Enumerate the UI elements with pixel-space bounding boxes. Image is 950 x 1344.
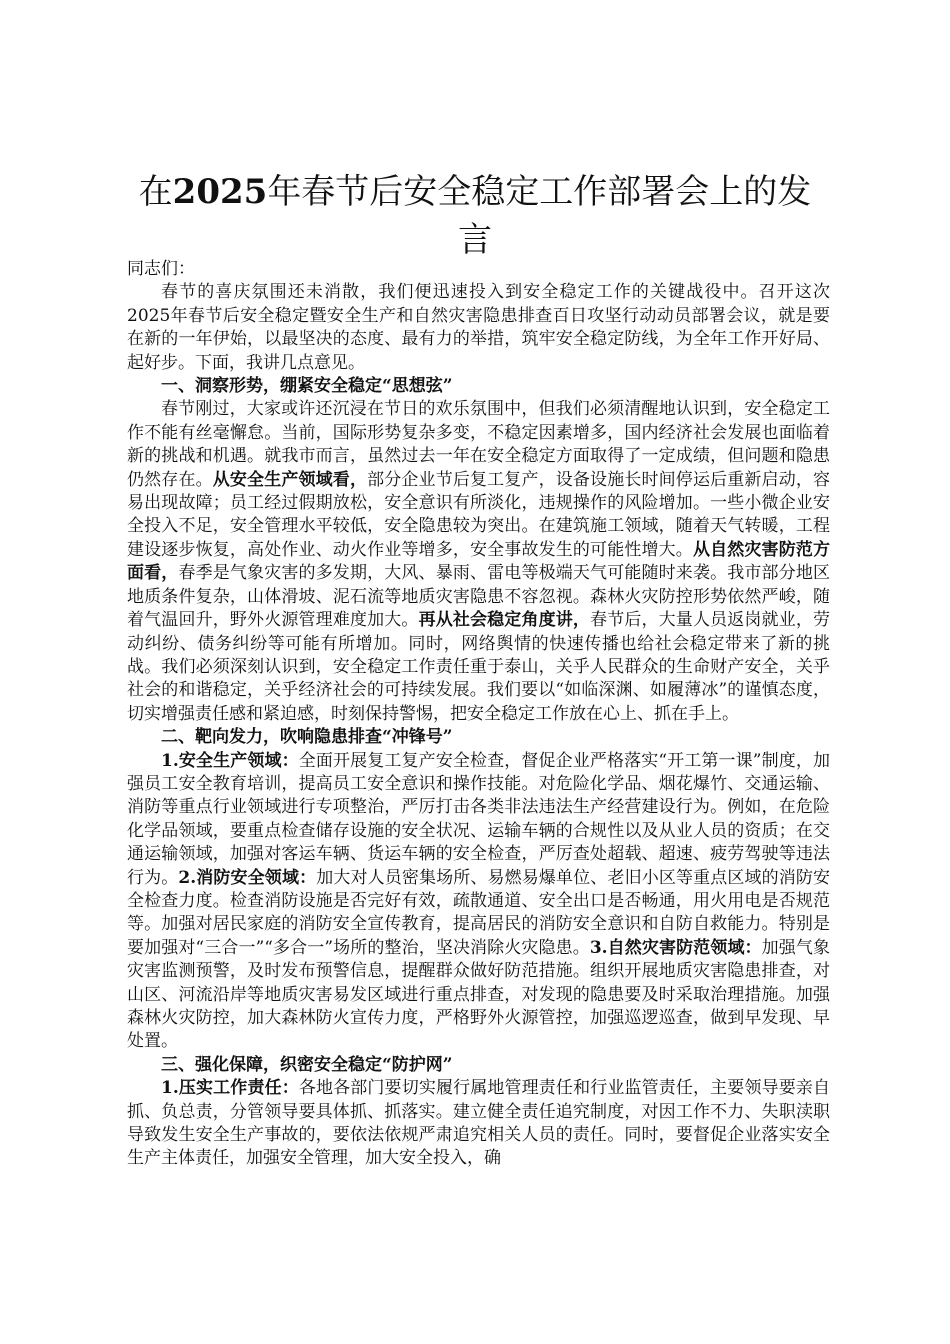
p2-item-3-text: 加强气象灾害监测预警，及时发布预警信息，提醒群众做好防范措施。组织开展地质灾害隐患排查，对山区、河流沿岸等地质灾害易发区域进行重点排查，对发现的隐患要及时采取治理措施。加强森林火灾防控，加大森林防火宣传力度，严格野外火源管控，加强巡逻巡查，做到早发现、早处置。: [127, 937, 830, 1052]
section-heading-2: 二、靶向发力，吹响隐患排查“冲锋号”: [161, 727, 453, 748]
title-year: 2025: [172, 172, 268, 212]
p2-item-1-text: 全面开展复工复产安全检查，督促企业严格落实“开工第一课”制度，加强员工安全教育培训，提高员工安全意识和操作技能。对危险化学品、烟花爆竹、交通运输、消防等重点行业领域进行专项整治，严厉打击各类非法违法生产经营建设行为。例如，在危险化学品领域，要重点检查储存设施的安全状况、运输车辆的合规性以及从业人员的资质；在交通运输领域，加强对客运车辆、货运车辆的安全检查，严厉查处超载、超速、疲劳驾驶等违法行为。: [127, 750, 830, 888]
p1-text-c: 部分企业节后复工复产，设备设施长时间停运后重新启动，容易出现故障；员工经过假期放松，安全意识有所淡化，违规操作的风险增加。一些小微企业安全投入不足，安全管理水平较低，安全隐患较为突出。在建筑施工领域，随着天气转暖，工程建设逐步恢复，高处作业、动火作业等增多，安全事故发生的可能性增大。: [127, 469, 831, 560]
document-body: [127, 258, 830, 1171]
p1-text-g: 春节后，大量人员返岗就业，劳动纠纷、债务纠纷等可能有所增加。同时，网络舆情的快速传播也给社会稳定带来了新的挑战。我们必须深刻认识到，安全稳定工作责任重于泰山，关乎人民群众的生命财产安全，关乎社会的和谐稳定，关乎经济社会的可持续发展。我们要以“如临深渊、如履薄冰”的谨慎态度，切实增强责任感和紧迫感，时刻保持警惕，把安全稳定工作放在心上、抓在手上。: [127, 610, 831, 724]
title-prefix: 在: [138, 172, 173, 212]
section-2-paragraph: [127, 750, 830, 1054]
p2-item-1-label: 1.安全生产领域：: [161, 750, 299, 771]
p2-item-2-text: 加大对人员密集场所、易燃易爆单位、老旧小区等重点区域的消防安全检查力度。检查消防设施是否完好有效，疏散通道、安全出口是否畅通，用火用电是否规范等。加强对居民家庭的消防安全宣传教育，提高居民的消防安全意识和自防自救能力。特别是要加强对“三合一”“多合一”场所的整治，坚决消除火灾隐患。: [127, 867, 831, 958]
document-title: [122, 168, 828, 264]
title-rest: 年春节后安全稳定工作部署会上的发言: [267, 172, 812, 260]
section-3-paragraph: [127, 1077, 830, 1171]
p2-item-3-label: 3.自然灾害防范领域：: [589, 937, 762, 958]
p3-item-1-label: 1.压实工作责任：: [161, 1078, 299, 1099]
p3-item-1-text: 各地各部门要切实履行属地管理责任和行业监管责任，主要领导要亲自抓、负总责，分管领导要具体抓、抓落实。建立健全责任追究制度，对因工作不力、失职渎职导致发生安全生产事故的，要依法依规严肃追究相关人员的责任。同时，要督促企业落实安全生产主体责任，加强安全管理，加大安全投入，确: [127, 1078, 831, 1169]
p1-text-e: 春季是气象灾害的多发期，大风、暴雨、雷电等极端天气可能随时来袭。我市部分地区地质条件复杂，山体滑坡、泥石流等地质灾害隐患不容忽视。森林火灾防控形势依然严峻，随着气温回升，野外火源管理难度加大。: [127, 563, 831, 631]
p1-text-a: 春节刚过，大家或许还沉浸在节日的欢乐氛围中，但我们必须清醒地认识到，安全稳定工作不能有丝毫懈怠。当前，国际形势复杂多变，不稳定因素增多，国内经济社会发展也面临着新的挑战和机遇。就我市而言，虽然过去一年在安全稳定方面取得了一定成绩，但问题和隐患仍然存在。: [127, 399, 830, 490]
intro-paragraph: 春节的喜庆氛围还未消散，我们便迅速投入到安全稳定工作的关键战役中。召开这次2025年春节后安全稳定暨安全生产和自然灾害隐患排查百日攻坚行动动员部署会议，就是要在新的一年伊始，以最坚决的态度、最有力的举措，筑牢安全稳定防线，为全年工作开好局、起好步。下面，我讲几点意见。: [127, 282, 830, 373]
salutation: 同志们：: [127, 259, 195, 279]
p1-emphasis-disaster: 从自然灾害防范方面看，: [127, 539, 831, 584]
section-1-paragraph: [127, 398, 830, 726]
p1-emphasis-safety: 从安全生产领域看，: [212, 469, 368, 490]
section-heading-1: 一、洞察形势，绷紧安全稳定“思想弦”: [161, 376, 453, 397]
p1-emphasis-social: 再从社会稳定角度讲，: [418, 610, 591, 631]
section-heading-3: 三、强化保障，织密安全稳定“防护网”: [161, 1054, 453, 1075]
p2-item-2-label: 2.消防安全领域：: [178, 867, 317, 888]
